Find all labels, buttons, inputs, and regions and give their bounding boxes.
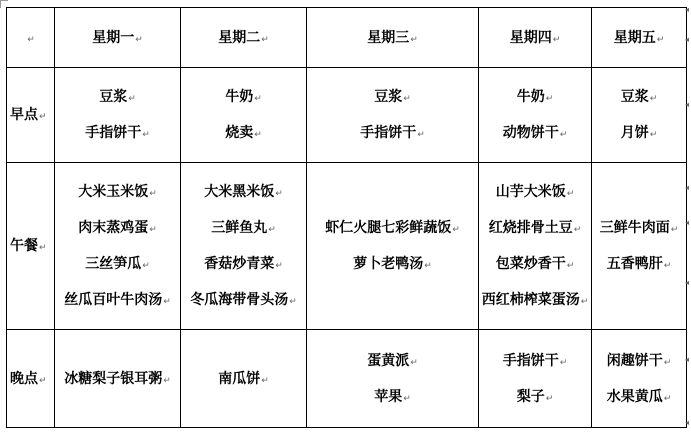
menu-item: 三鲜牛肉面↵ bbox=[599, 220, 679, 236]
menu-item: 手指饼干↵ bbox=[502, 352, 568, 369]
menu-item: 苹果↵ bbox=[374, 388, 411, 405]
snack-cell-day-1[interactable] bbox=[55, 330, 181, 428]
menu-item: 动物饼干↵ bbox=[502, 125, 568, 141]
menu-item: 牛奶↵ bbox=[225, 89, 262, 105]
menu-item: 手指饼干↵ bbox=[85, 125, 150, 141]
lunch-cell-day-2[interactable] bbox=[181, 163, 307, 330]
header-row bbox=[7, 8, 687, 68]
snack-cell-day-3[interactable] bbox=[307, 330, 479, 428]
menu-item: 三丝笋瓜↵ bbox=[85, 256, 150, 272]
breakfast-cell-day-1[interactable] bbox=[55, 68, 181, 163]
header-day-3[interactable]: 星期三↵ bbox=[307, 8, 479, 68]
menu-item: 包菜炒香干↵ bbox=[495, 256, 575, 272]
menu-item: 五香鸭肝↵ bbox=[606, 256, 672, 272]
lunch-cell-day-4[interactable] bbox=[479, 163, 592, 330]
menu-item: 冬瓜海带骨头汤↵ bbox=[190, 292, 297, 308]
menu-item: 西红柿榨菜蛋汤↵ bbox=[481, 292, 589, 308]
header-day-2[interactable]: 星期二↵ bbox=[181, 8, 307, 68]
menu-item: 大米玉米饭↵ bbox=[78, 184, 157, 200]
menu-item: 香菇炒青菜↵ bbox=[204, 256, 283, 272]
header-day-4[interactable]: 星期四↵ bbox=[479, 8, 592, 68]
menu-item: 闲趣饼干↵ bbox=[606, 352, 672, 369]
corner-cell[interactable]: ↵ bbox=[7, 8, 55, 68]
menu-item: 三鲜鱼丸↵ bbox=[211, 220, 276, 236]
snack-row bbox=[7, 330, 687, 428]
breakfast-cell-day-2[interactable] bbox=[181, 68, 307, 163]
menu-item: 南瓜饼↵ bbox=[218, 370, 269, 387]
menu-item: 萝卜老鸭汤↵ bbox=[353, 256, 432, 272]
menu-item: 烧卖↵ bbox=[225, 125, 262, 141]
snack-cell-day-5[interactable] bbox=[592, 330, 687, 428]
menu-item: 梨子↵ bbox=[516, 388, 554, 405]
lunch-row bbox=[7, 163, 687, 330]
snack-cell-day-2[interactable] bbox=[181, 330, 307, 428]
menu-item: 手指饼干↵ bbox=[360, 125, 425, 141]
lunch-cell-day-1[interactable] bbox=[55, 163, 181, 330]
breakfast-cell-day-4[interactable] bbox=[479, 68, 592, 163]
breakfast-cell-day-5[interactable] bbox=[592, 68, 687, 163]
menu-item: 红烧排骨土豆↵ bbox=[488, 220, 582, 236]
breakfast-row-label[interactable]: 早点↵ bbox=[7, 68, 55, 163]
menu-item: 冰糖梨子银耳粥↵ bbox=[64, 370, 171, 387]
menu-item: 蛋黄派↵ bbox=[367, 352, 418, 369]
breakfast-cell-day-3[interactable] bbox=[307, 68, 479, 163]
menu-item: 丝瓜百叶牛肉汤↵ bbox=[64, 292, 171, 308]
lunch-cell-day-5[interactable] bbox=[592, 163, 687, 330]
menu-item: 牛奶↵ bbox=[516, 89, 554, 105]
menu-item: 水果黄瓜↵ bbox=[606, 388, 672, 405]
menu-item: 大米黑米饭↵ bbox=[204, 184, 283, 200]
breakfast-row bbox=[7, 68, 687, 163]
menu-item: 豆浆↵ bbox=[620, 89, 658, 105]
header-day-1[interactable]: 星期一↵ bbox=[55, 8, 181, 68]
menu-item: 豆浆↵ bbox=[374, 89, 411, 105]
menu-item: 肉末蒸鸡蛋↵ bbox=[78, 220, 157, 236]
header-day-5[interactable]: 星期五↵ bbox=[592, 8, 687, 68]
lunch-row-label[interactable]: 午餐↵ bbox=[7, 163, 55, 330]
menu-item: 豆浆↵ bbox=[99, 89, 136, 105]
menu-item: 山芋大米饭↵ bbox=[495, 184, 575, 200]
menu-item: 虾仁火腿七彩鲜蔬饭↵ bbox=[325, 220, 460, 236]
menu-item: 月饼↵ bbox=[620, 125, 658, 141]
snack-row-label[interactable]: 晚点↵ bbox=[7, 330, 55, 428]
snack-cell-day-4[interactable] bbox=[479, 330, 592, 428]
right-margin-marks: ◂ ◂ ◂ ◂ ◂ ◂ ◂ ◂ bbox=[685, 5, 690, 427]
lunch-cell-day-3[interactable] bbox=[307, 163, 479, 330]
weekly-menu-table bbox=[6, 7, 687, 428]
